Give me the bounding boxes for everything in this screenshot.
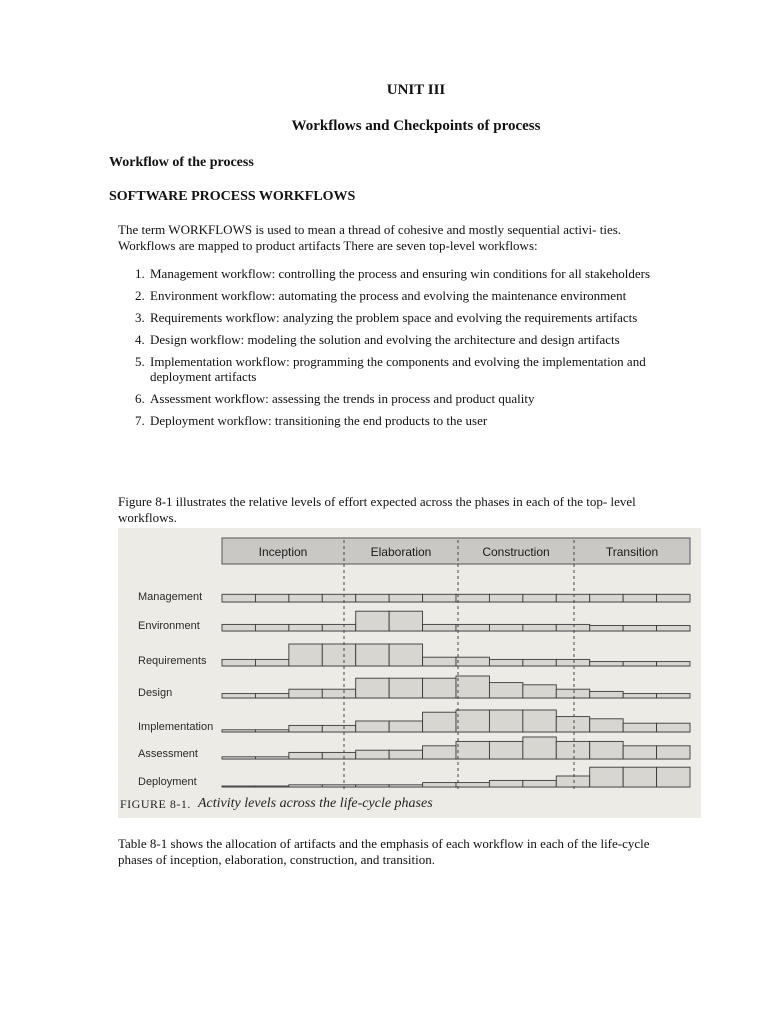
activity-bar — [556, 717, 589, 732]
phase-label-inception: Inception — [258, 545, 308, 559]
activity-bar — [356, 721, 389, 732]
workflow-rows — [138, 591, 690, 788]
activity-bar — [556, 624, 589, 631]
activity-bar — [556, 689, 589, 698]
activity-bar — [255, 624, 288, 631]
activity-bar — [523, 659, 556, 666]
activity-bar — [222, 624, 255, 631]
activity-bar — [523, 624, 556, 631]
activity-bar — [657, 767, 690, 787]
activity-bar — [623, 626, 656, 632]
phase-header — [222, 538, 690, 564]
activity-bar — [456, 624, 489, 631]
activity-bar — [489, 624, 522, 631]
activity-bar — [657, 662, 690, 666]
activity-bar — [356, 594, 389, 602]
row-label-assessment: Assessment — [138, 748, 198, 760]
activity-bar — [590, 691, 623, 698]
activity-bar — [489, 659, 522, 666]
activity-bar — [322, 644, 355, 666]
activity-bar — [322, 689, 355, 698]
list-item: 7. Deployment workflow: transitioning the end products to the user — [148, 413, 656, 428]
activity-bar — [489, 594, 522, 602]
list-item: 4. Design workflow: modeling the solution and evolving the architecture and design artifacts — [148, 332, 656, 347]
row-label-environment: Environment — [138, 620, 200, 632]
activity-levels-chart — [118, 528, 701, 818]
activity-bar — [322, 752, 355, 759]
activity-bar — [222, 694, 255, 698]
activity-bar — [657, 694, 690, 698]
activity-bar — [489, 683, 522, 698]
section-heading-software-process-workflows: SOFTWARE PROCESS WORKFLOWS — [109, 189, 356, 204]
activity-bar — [623, 767, 656, 787]
activity-bar — [590, 626, 623, 632]
activity-bar — [657, 746, 690, 759]
activity-bar — [489, 741, 522, 759]
activity-bar — [489, 710, 522, 732]
list-item: 2. Environment workflow: automating the process and evolving the maintenance environment — [148, 288, 656, 303]
activity-bar — [456, 741, 489, 759]
figure-activity-levels — [118, 528, 701, 818]
activity-bar — [456, 783, 489, 787]
activity-bar — [423, 746, 456, 759]
after-figure-paragraph: Table 8-1 shows the allocation of artifacts and the emphasis of each workflow in each of the life-cycle phases of inception, elaboration, construction, and transition. — [118, 836, 650, 867]
workflow-list — [118, 266, 656, 435]
activity-bar — [590, 719, 623, 732]
phase-label-transition: Transition — [605, 545, 659, 559]
activity-bar — [389, 721, 422, 732]
activity-bar — [423, 712, 456, 732]
activity-bar — [356, 750, 389, 759]
activity-bar — [456, 676, 489, 698]
activity-bar — [423, 624, 456, 631]
figure-intro-paragraph: Figure 8-1 illustrates the relative levels of effort expected across the phases in each of the top- level workflows. — [118, 494, 636, 525]
activity-bar — [456, 594, 489, 602]
activity-bar — [222, 786, 255, 787]
activity-bar — [389, 594, 422, 602]
activity-bar — [356, 644, 389, 666]
activity-bar — [657, 594, 690, 602]
activity-bar — [289, 725, 322, 732]
activity-bar — [556, 741, 589, 759]
activity-bar — [523, 780, 556, 787]
activity-bar — [389, 678, 422, 698]
activity-bar — [590, 594, 623, 602]
list-item: 6. Assessment workflow: assessing the trends in process and product quality — [148, 391, 656, 406]
activity-bar — [389, 611, 422, 631]
activity-bar — [590, 741, 623, 759]
activity-bar — [289, 785, 322, 787]
activity-bar — [523, 685, 556, 698]
activity-bar — [523, 710, 556, 732]
phase-label-elaboration: Elaboration — [370, 545, 432, 559]
activity-bar — [423, 678, 456, 698]
activity-bar — [222, 757, 255, 759]
activity-bar — [423, 783, 456, 787]
activity-bar — [289, 752, 322, 759]
activity-bar — [489, 780, 522, 787]
activity-bar — [623, 594, 656, 602]
activity-bar — [289, 644, 322, 666]
activity-bar — [289, 594, 322, 602]
activity-bar — [657, 626, 690, 632]
intro-paragraph: The term WORKFLOWS is used to mean a thread of cohesive and mostly sequential activi- ties. Workflows are mapped to product artifacts There are seven top-level workflows: — [118, 222, 622, 253]
activity-bar — [222, 659, 255, 666]
section-heading-workflow: Workflow of the process — [109, 155, 254, 170]
activity-bar — [255, 757, 288, 759]
activity-bar — [255, 594, 288, 602]
activity-bar — [222, 730, 255, 732]
list-item: 5. Implementation workflow: programming the components and evolving the implementation and deployment artifacts — [148, 354, 656, 384]
activity-bar — [322, 624, 355, 631]
activity-bar — [623, 746, 656, 759]
row-label-implementation: Implementation — [138, 721, 214, 733]
activity-bar — [356, 785, 389, 787]
activity-bar — [590, 767, 623, 787]
activity-bar — [623, 694, 656, 698]
activity-bar — [556, 659, 589, 666]
row-label-management: Management — [138, 591, 203, 603]
activity-bar — [423, 594, 456, 602]
activity-bar — [389, 785, 422, 787]
phase-label-construction: Construction — [482, 545, 550, 559]
activity-bar — [255, 694, 288, 698]
activity-bar — [523, 594, 556, 602]
activity-bar — [322, 594, 355, 602]
unit-heading: UNIT III — [386, 82, 446, 98]
activity-bar — [289, 689, 322, 698]
activity-bar — [456, 710, 489, 732]
activity-bar — [255, 730, 288, 732]
activity-bar — [657, 723, 690, 732]
activity-bar — [389, 644, 422, 666]
activity-bar — [255, 786, 288, 787]
activity-bar — [556, 776, 589, 787]
activity-bar — [255, 659, 288, 666]
activity-bar — [456, 657, 489, 666]
figure-caption-label: FIGURE 8-1. — [120, 797, 191, 811]
activity-bar — [623, 723, 656, 732]
activity-bar — [356, 611, 389, 631]
activity-bar — [590, 662, 623, 666]
activity-bar — [523, 737, 556, 759]
activity-bar — [356, 678, 389, 698]
activity-bar — [322, 725, 355, 732]
row-label-deployment: Deployment — [138, 776, 197, 788]
list-item: 3. Requirements workflow: analyzing the problem space and evolving the requirements artifacts — [148, 310, 656, 325]
activity-bar — [389, 750, 422, 759]
activity-bar — [623, 662, 656, 666]
row-label-design: Design — [138, 687, 173, 699]
activity-bar — [423, 657, 456, 666]
activity-bar — [289, 624, 322, 631]
page-title: Workflows and Checkpoints of process — [291, 118, 541, 134]
row-label-requirements: Requirements — [138, 655, 207, 667]
list-item: 1. Management workflow: controlling the process and ensuring win conditions for all stakeholders — [148, 266, 656, 281]
figure-caption-text: Activity levels across the life-cycle phases — [198, 796, 433, 811]
activity-bar — [556, 594, 589, 602]
activity-bar — [322, 785, 355, 787]
activity-bar — [222, 594, 255, 602]
